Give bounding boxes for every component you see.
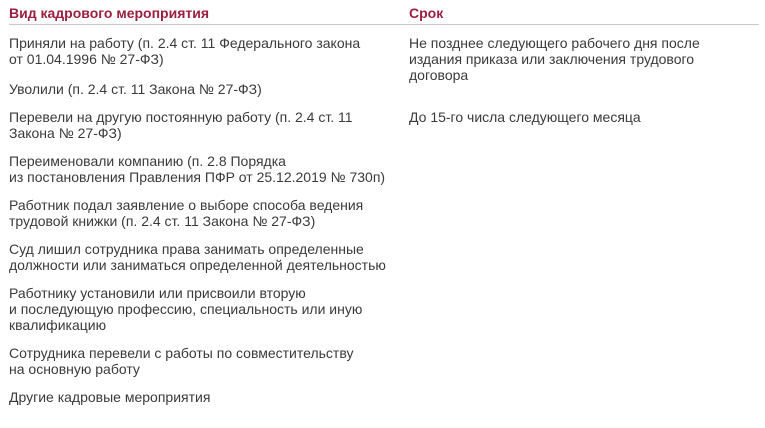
deadline-cell: До 15-го числа следующего месяца — [409, 109, 641, 125]
event-cell: Работнику установили или присвоили вторую и последующую профессию, специальность или иную квалификацию — [9, 285, 363, 333]
event-cell: Переименовали компанию (п. 2.8 Порядка из постановления Правления ПФР от 25.12.2019 № 730п) — [9, 153, 386, 185]
deadline-cell — [409, 389, 759, 405]
table-row — [9, 285, 759, 333]
event-cell: Сотрудника перевели с работы по совместительству на основную работу — [9, 345, 354, 377]
event-cell: Приняли на работу (п. 2.4 ст. 11 Федерального закона от 01.04.1996 № 27-ФЗ) — [9, 35, 361, 67]
header-event-type: Вид кадрового мероприятия — [9, 5, 209, 21]
table-row — [9, 389, 759, 405]
table-header — [9, 0, 759, 25]
hr-events-table — [9, 0, 759, 417]
header-deadline: Срок — [409, 5, 444, 21]
deadline-cell — [409, 345, 759, 377]
deadline-cell — [409, 81, 759, 97]
deadline-cell — [409, 241, 759, 273]
deadline-cell — [409, 197, 759, 229]
event-cell: Перевели на другую постоянную работу (п. 2.4 ст. 11 Закона № 27-ФЗ) — [9, 109, 353, 141]
table-row — [9, 197, 759, 229]
table-row — [9, 345, 759, 377]
event-cell: Другие кадровые мероприятия — [9, 389, 211, 405]
deadline-cell: Не позднее следующего рабочего дня после издания приказа или заключения трудового договора — [409, 35, 700, 83]
event-cell: Суд лишил сотрудника права занимать определенные должности или заниматься определенной деятельностью — [9, 241, 386, 273]
table-row — [9, 81, 759, 97]
event-cell: Работник подал заявление о выборе способа ведения трудовой книжки (п. 2.4 ст. 11 Закона № 27-ФЗ) — [9, 197, 364, 229]
table-row — [9, 241, 759, 273]
table-row — [9, 35, 759, 83]
deadline-cell — [409, 285, 759, 333]
table-row — [9, 109, 759, 141]
table-body — [9, 25, 759, 405]
event-cell: Уволили (п. 2.4 ст. 11 Закона № 27-ФЗ) — [9, 81, 262, 97]
deadline-cell — [409, 153, 759, 185]
table-row — [9, 153, 759, 185]
